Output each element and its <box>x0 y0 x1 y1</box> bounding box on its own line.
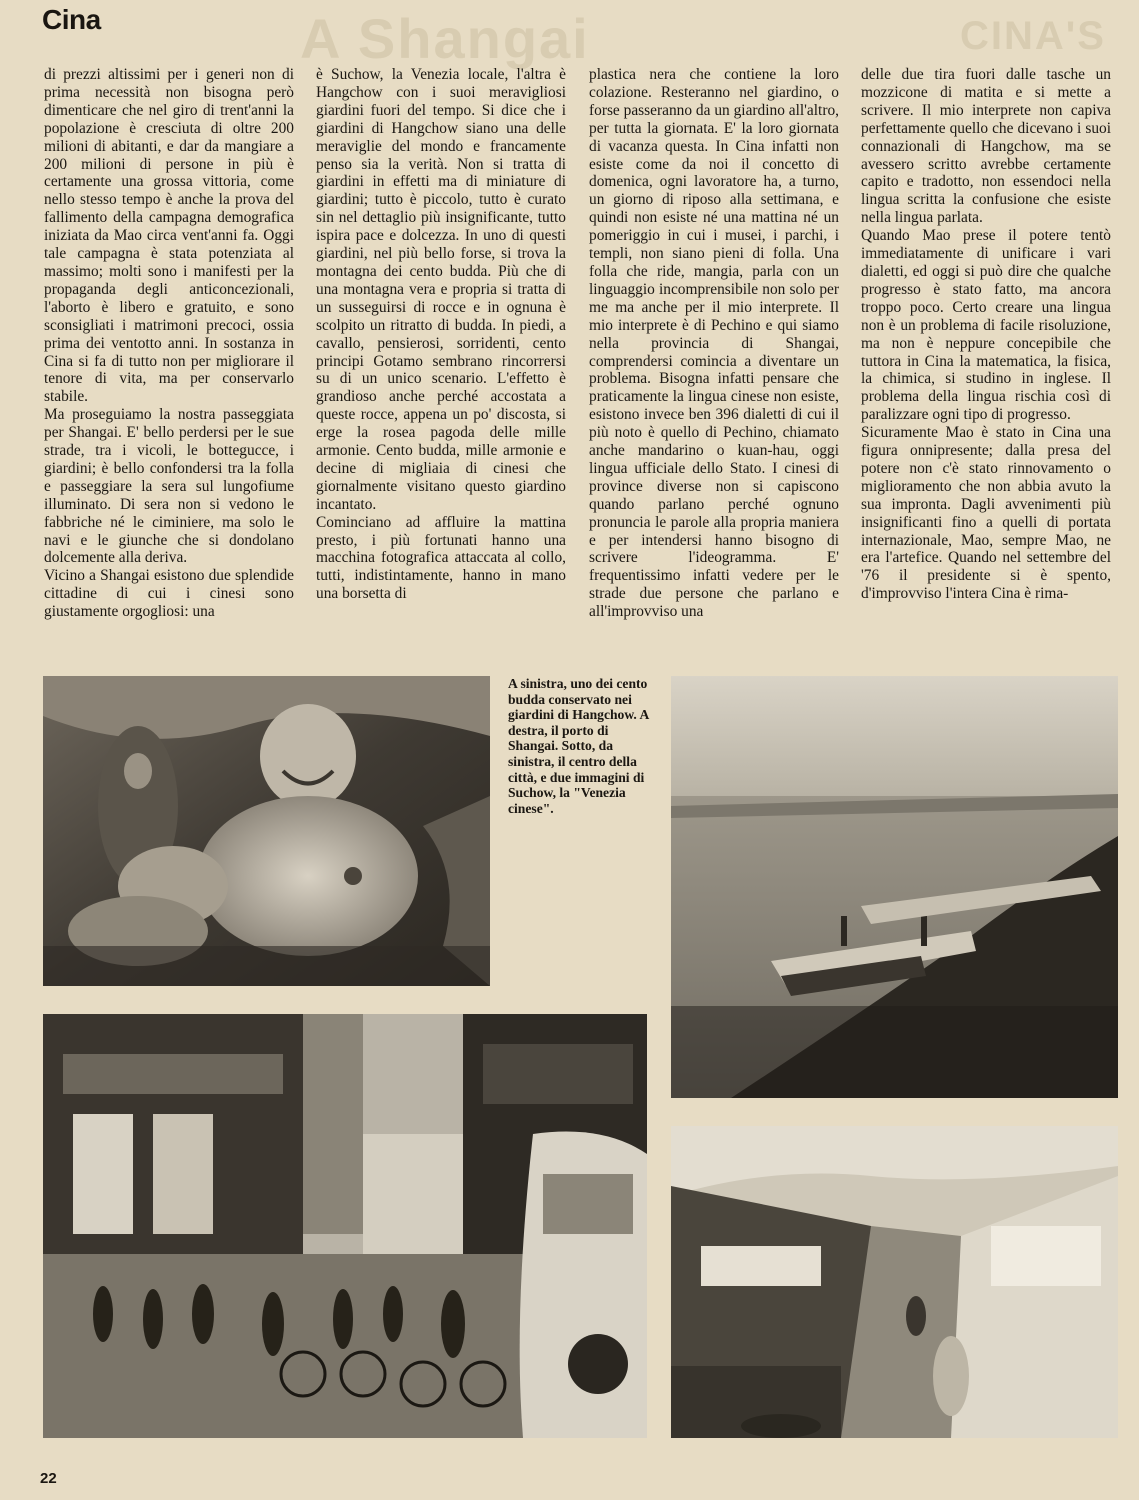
paragraph: Ma proseguiamo la nostra passeggiata per Shangai. E' bello perdersi per le sue strade, tra i vicoli, le bottegucce, i giardini; è bello confondersi tra la folla e passeggiare la sera sul lungofiume illuminato. Di sera non si vedono le fabbriche né le ciminiere, ma solo le navi e le giunche che si dondolano dolcemente alla deriva. <box>44 406 294 567</box>
photo-caption: A sinistra, uno dei cento budda conservato nei giardini di Hangchow. A destra, il porto di Shangai. Sotto, da sinistra, il centro della città, e due immagini di Suchow, la "Venezia cinese". <box>508 676 649 816</box>
paragraph: Vicino a Shangai esistono due splendide cittadine di cui i cinesi sono giustamente orgogliosi: una <box>44 567 294 621</box>
section-label: Cina <box>42 4 101 35</box>
photo-city-center <box>43 1014 647 1438</box>
paragraph: Cominciano ad affluire la mattina presto, i più fortunati hanno una macchina fotografica attaccata al collo, tutti, indistintamente, hanno in mano una borsetta di <box>316 513 566 603</box>
paragraph: di prezzi altissimi per i generi non di prima necessità non bisogna però dimenticare che nel giro di trent'anni la popolazione è cresciuta di oltre 200 milioni di abitanti, e dar da mangiare a 200 milioni di persone in più è certamente una grossa vittoria, come nello stesso tempo è anche la prova del fallimento della campagna demografica iniziata da Mao circa vent'anni fa. Oggi tale campagna è stata potenziata al massimo; molti sono i manifesti per la propaganda degli anticoncezionali, l'aborto è libero e gratuito, e sono sconsigliati i matrimoni precoci, ossia prima dei ventotto anni. In sostanza in Cina si fa di tutto non per migliorare il tenore di vita, ma per conservarlo stabile. <box>44 66 294 406</box>
text-column-2 <box>316 66 566 603</box>
photo-shanghai-port <box>671 676 1118 1098</box>
text-column-1 <box>44 66 294 621</box>
paragraph: è Suchow, la Venezia locale, l'altra è Hangchow con i suoi meravigliosi giardini fuori del tempo. Si dice che i giardini di Hangchow siano una delle meraviglie del mondo e francamente penso sia la verità. Non si tratta di giardini in effetti ma di miniature di giardini; tutto è piccolo, tutto è curato sin nel dettaglio più insignificante, tutto ispira pace e dolcezza. In uno di questi giardini, nel più bello forse, si trova la montagna dei cento budda. Più che di una montagna vera e propria si tratta di un susseguirsi di rocce e in ognuna è scolpito un ritratto di budda. In piedi, a cavallo, pensierosi, sorridenti, cento principi Gotamo sembrano rincorrersi su di un unico scenario. L'effetto è grandioso anche perché accostata a queste rocce, appena un po' discosta, si erge la rosea pagoda delle mille armonie. Cento budda, mille armonie e decine di migliaia di cinesi che giornalmente visitano questo giardino incantato. <box>316 66 566 513</box>
bleed-through-title-right: CINA'S <box>960 14 1106 58</box>
paragraph: plastica nera che contiene la loro colazione. Resteranno nel giardino, o forse passeranno da un giardino all'altro, per tutta la giornata. E' la loro giornata di vacanza questa. In Cina infatti non esiste come da noi il concetto di domenica, ogni lavoratore ha, a turno, un giorno di riposo alla settimana, e quindi non esiste né una mattina né un pomeriggio in cui i musei, i parchi, i templi, non siano pieni di folla. Una folla che ride, mangia, parla con un linguaggio incomprensibile non solo per me ma anche per il mio interprete. Il mio interprete è di Pechino e qui siamo nella provincia di Shangai, comprendersi comincia a diventare un problema. Bisogna infatti pensare che praticamente la lingua cinese non esiste, esistono invece ben 396 dialetti di cui il più noto è quello di Pechino, chiamato anche mandarino o kuan-hau, oggi lingua ufficiale dello Stato. I cinesi di province diverse non si capiscono quando parlano perché ognuno pronuncia le parole alla propria maniera e per intendersi hanno bisogno di scrivere l'ideogramma. E' frequentissimo infatti vedere per le strade due persone che parlano e all'improvviso una <box>589 66 839 621</box>
bleed-through-title: A Shangai <box>300 7 590 70</box>
text-column-4 <box>861 66 1111 603</box>
paragraph: delle due tira fuori dalle tasche un mozzicone di matita e si mette a scrivere. Il mio interprete non capiva perfettamente quello che dicevano i suoi connazionali di Hangchow, ma se avessero scritto avrebbe certamente capito e tradotto, non essendoci nella lingua scritta la confusione che esiste nella lingua parlata. <box>861 66 1111 227</box>
paragraph: Sicuramente Mao è stato in Cina una figura onnipresente; dalla presa del potere non c'è stato rinnovamento o miglioramento che non abbia avuto la sua impronta. Dagli avvenimenti più insignificanti fino a quelli di portata internazionale, Mao, sempre Mao, ne era l'artefice. Quando nel settembre del '76 il presidente si è spento, d'improvviso l'intera Cina è rima- <box>861 424 1111 603</box>
text-column-3 <box>589 66 839 621</box>
photo-buddha-statue <box>43 676 490 986</box>
page-number: 22 <box>40 1470 57 1487</box>
paragraph: Quando Mao prese il potere tentò immediatamente di unificare i vari dialetti, ed oggi si può dire che qualche progresso è stato fatto, ma ancora troppo poco. Certo creare una lingua non è un problema di facile risoluzione, ma non è neppure concepibile che tuttora in Cina la matematica, la fisica, la chimica, si studino in inglese. Il problema della lingua rischia così di paralizzare ogni tipo di progresso. <box>861 227 1111 424</box>
photo-suchow-canal <box>671 1126 1118 1438</box>
